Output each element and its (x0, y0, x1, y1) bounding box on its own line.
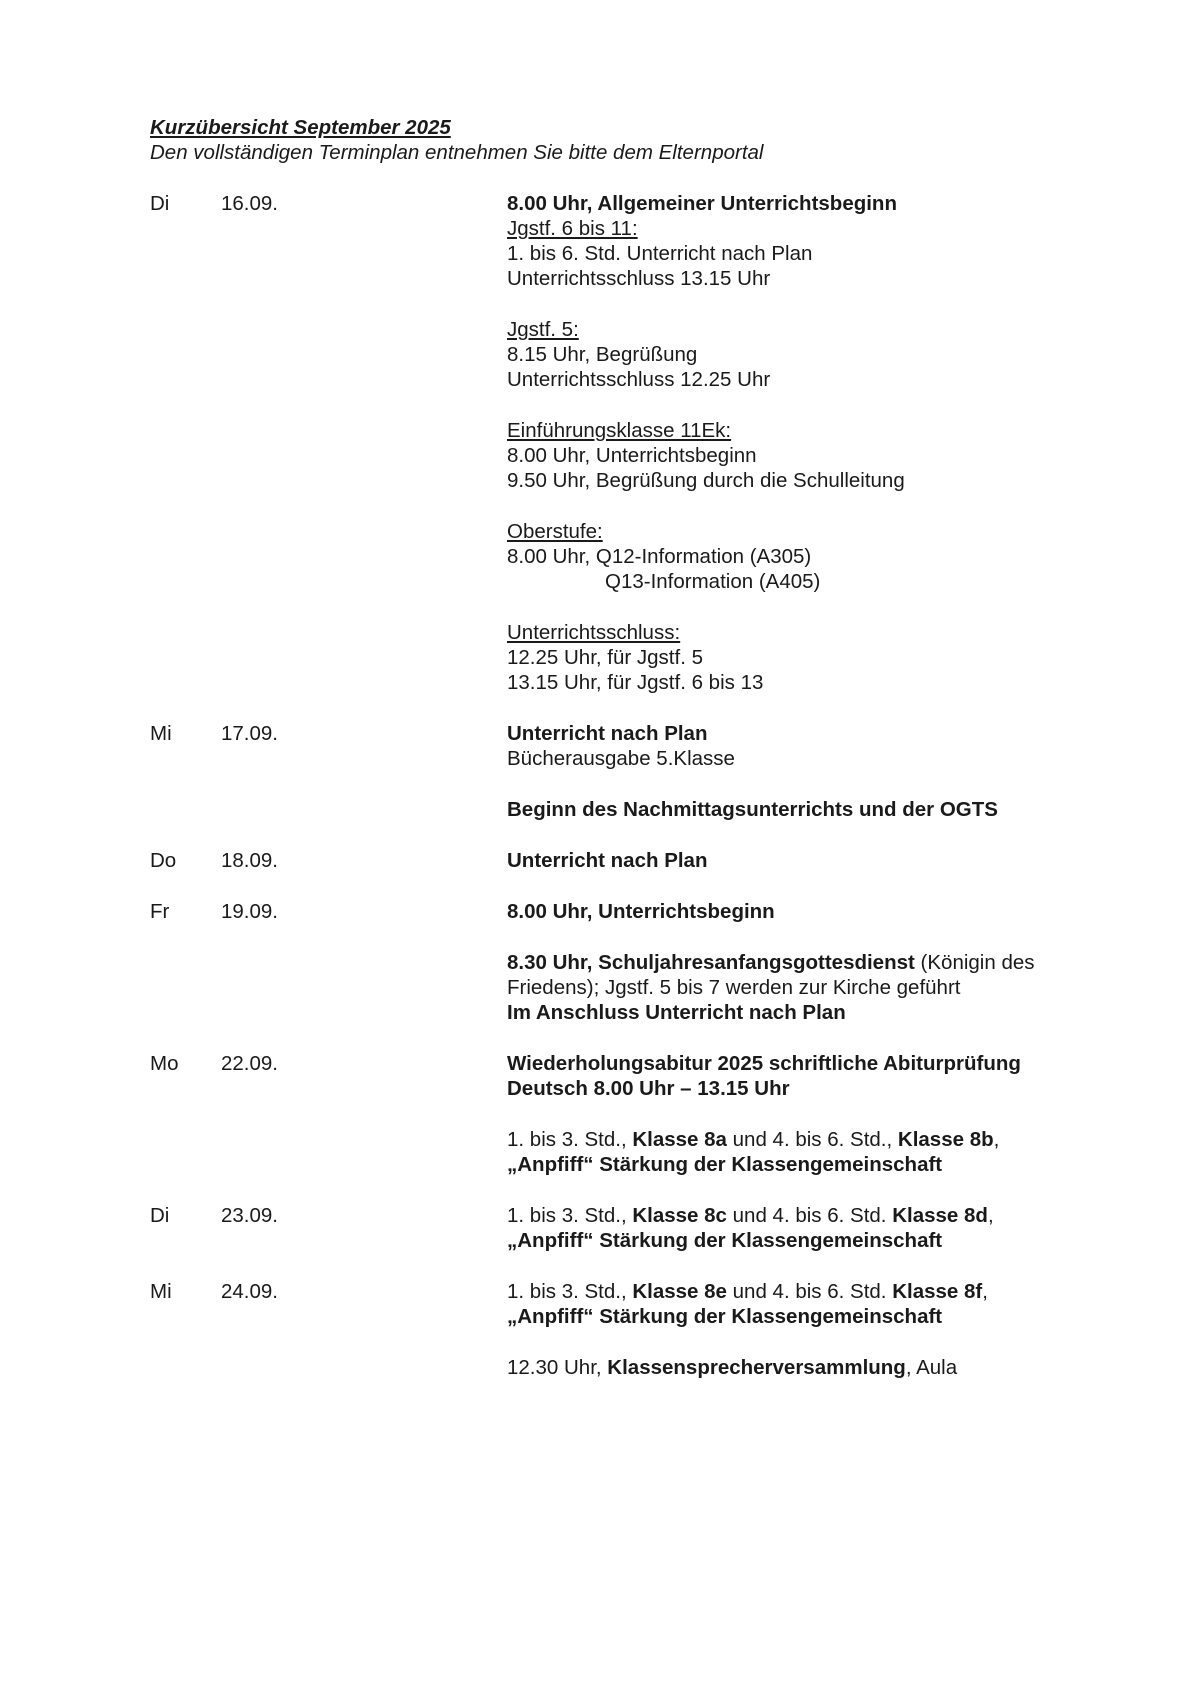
entry-line: 1. bis 6. Std. Unterricht nach Plan (507, 242, 813, 265)
entry-date: 16.09. (221, 192, 278, 215)
entry-line-normal: , (993, 1128, 1000, 1151)
entry-line: Deutsch 8.00 Uhr – 13.15 Uhr (507, 1077, 790, 1100)
entry-date: 22.09. (221, 1052, 278, 1075)
entry-day: Mi (150, 1280, 172, 1303)
entry-line-normal: 12.30 Uhr, (507, 1356, 608, 1379)
entry-date: 17.09. (221, 722, 278, 745)
entry-line-normal: und 4. bis 6. Std. (726, 1280, 893, 1303)
entry-line (507, 1279, 988, 1304)
entry-date: 18.09. (221, 849, 278, 872)
entry-line: 9.50 Uhr, Begrüßung durch die Schulleitung (507, 469, 905, 492)
entry-line: Unterricht nach Plan (507, 722, 708, 745)
entry-line-bold: Klasse 8c (632, 1204, 727, 1227)
entry-line: Friedens); Jgstf. 5 bis 7 werden zur Kirche geführt (507, 976, 961, 999)
page-title: Kurzübersicht September 2025 (150, 116, 451, 139)
entry-line: „Anpfiff“ Stärkung der Klassengemeinschaft (507, 1305, 943, 1328)
entry-line-bold: Klasse 8f (892, 1280, 983, 1303)
entry-line-normal: 1. bis 3. Std., (507, 1128, 633, 1151)
entry-line: Bücherausgabe 5.Klasse (507, 747, 735, 770)
entry-line-normal: und 4. bis 6. Std. (726, 1204, 893, 1227)
entry-line-normal: , Aula (905, 1356, 958, 1379)
entry-line-normal: , (987, 1204, 994, 1227)
entry-line-normal: , (982, 1280, 988, 1303)
entry-subheading: Unterrichtsschluss: (507, 621, 681, 644)
entry-line: „Anpfiff“ Stärkung der Klassengemeinschaft (507, 1229, 943, 1252)
entry-line-bold: Klasse 8e (632, 1280, 727, 1303)
entry-date: 19.09. (221, 900, 278, 923)
entry-subheading: Einführungsklasse 11Ek: (507, 419, 732, 442)
entry-line: Unterricht nach Plan (507, 849, 708, 872)
entry-subheading: Jgstf. 5: (507, 318, 579, 341)
entry-date: 23.09. (221, 1204, 278, 1227)
page-subtitle: Den vollständigen Terminplan entnehmen Sie bitte dem Elternportal (150, 141, 764, 164)
entry-line: 8.00 Uhr, Unterrichtsbeginn (507, 900, 775, 923)
entry-line: Unterrichtsschluss 13.15 Uhr (507, 267, 771, 290)
entry-subheading: Oberstufe: (507, 520, 603, 543)
entry-line: Unterrichtsschluss 12.25 Uhr (507, 368, 771, 391)
entry-day: Di (150, 1204, 170, 1227)
entry-day: Mo (150, 1052, 179, 1075)
entry-line (507, 950, 1035, 975)
entry-subheading: Jgstf. 6 bis 11: (507, 217, 638, 240)
entry-line: 12.25 Uhr, für Jgstf. 5 (507, 646, 703, 669)
entry-line-normal: (Königin des (914, 951, 1035, 974)
entry-line (507, 1203, 994, 1228)
entry-line: „Anpfiff“ Stärkung der Klassengemeinschaft (507, 1153, 943, 1176)
entry-date: 24.09. (221, 1280, 278, 1303)
entry-day: Di (150, 192, 170, 215)
entry-line: Beginn des Nachmittagsunterrichts und der OGTS (507, 798, 998, 821)
entry-line (507, 1127, 999, 1152)
entry-line-bold: Klassensprecherversammlung (607, 1356, 906, 1379)
entry-line: Wiederholungsabitur 2025 schriftliche Abiturprüfung (507, 1052, 1021, 1075)
entry-line-bold: Klasse 8a (632, 1128, 727, 1151)
entry-line: 13.15 Uhr, für Jgstf. 6 bis 13 (507, 671, 764, 694)
entry-line: 8.00 Uhr, Allgemeiner Unterrichtsbeginn (507, 192, 897, 215)
entry-line-normal: und 4. bis 6. Std., (726, 1128, 898, 1151)
entry-line-normal: 1. bis 3. Std., (507, 1204, 633, 1227)
entry-line: 8.15 Uhr, Begrüßung (507, 343, 698, 366)
entry-line: Q13-Information (A405) (605, 570, 821, 593)
entry-day: Fr (150, 900, 170, 923)
entry-line: Im Anschluss Unterricht nach Plan (507, 1001, 846, 1024)
entry-day: Mi (150, 722, 172, 745)
entry-line-normal: 1. bis 3. Std., (507, 1280, 633, 1303)
entry-day: Do (150, 849, 177, 872)
entry-line: 8.00 Uhr, Unterrichtsbeginn (507, 444, 757, 467)
entry-line-bold: 8.30 Uhr, Schuljahresanfangsgottesdienst (507, 951, 915, 974)
entry-line: 8.00 Uhr, Q12-Information (A305) (507, 545, 812, 568)
entry-line-bold: Klasse 8d (892, 1204, 988, 1227)
entry-line-bold: Klasse 8b (897, 1128, 994, 1151)
entry-line (507, 1355, 957, 1380)
